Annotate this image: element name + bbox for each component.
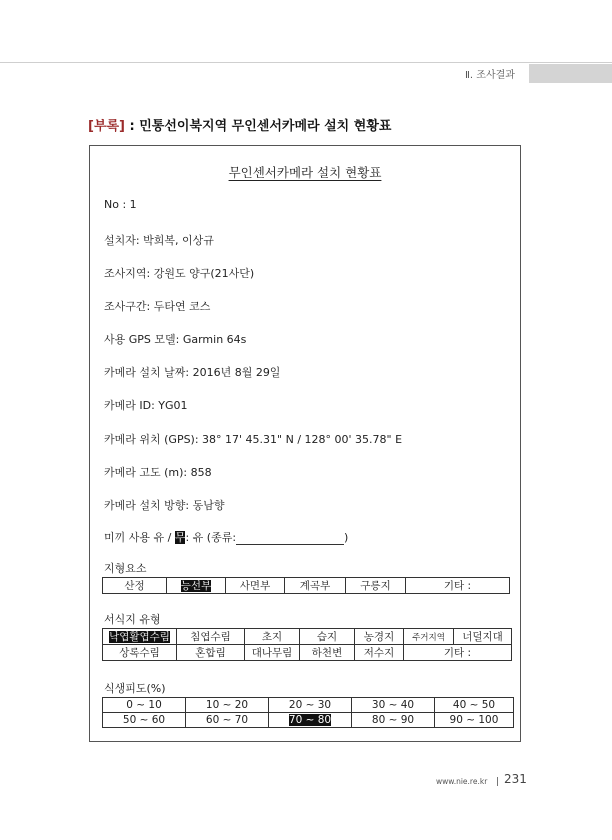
page-number: 231 — [504, 772, 527, 786]
cover-cell: 10 ~ 20 — [186, 698, 269, 713]
field-gps-model: 사용 GPS 모델: Garmin 64s — [104, 333, 247, 346]
cover-cell — [269, 713, 352, 728]
habitat-cell: 초지 — [245, 629, 300, 645]
cover-cell: 20 ~ 30 — [269, 698, 352, 713]
lure-blank-line — [236, 533, 344, 545]
cover-cell: 0 ~ 10 — [103, 698, 186, 713]
appendix-bracket: [부록] — [88, 119, 125, 134]
habitat-cell: 습지 — [300, 629, 355, 645]
habitat-cell: 기타 : — [404, 645, 512, 661]
header-rule — [0, 62, 612, 63]
terrain-cell: 계곡부 — [285, 578, 346, 594]
habitat-cell: 대나무림 — [245, 645, 300, 661]
cover-cell: 40 ~ 50 — [435, 698, 514, 713]
section-header: Ⅱ. 조사결과 — [465, 70, 515, 81]
footer-separator — [497, 777, 498, 786]
cover-label: 식생피도(%) — [104, 682, 166, 695]
habitat-cell: 혼합림 — [177, 645, 245, 661]
lure-selected: 무 — [174, 531, 186, 544]
habitat-cell: 하천변 — [300, 645, 355, 661]
habitat-cell: 침엽수림 — [177, 629, 245, 645]
cover-cell: 90 ~ 100 — [435, 713, 514, 728]
field-lure: 미끼 사용 유 / 무: 유 (종류: ) — [104, 531, 349, 544]
habitat-cell: 상록수림 — [103, 645, 177, 661]
habitat-cell: 저수지 — [355, 645, 404, 661]
terrain-cell — [167, 578, 226, 594]
habitat-label: 서식지 유형 — [104, 613, 161, 626]
cover-table — [102, 697, 514, 728]
terrain-table — [102, 577, 510, 594]
cover-cell: 60 ~ 70 — [186, 713, 269, 728]
field-section: 조사구간: 두타연 코스 — [104, 300, 211, 313]
field-install-date: 카메라 설치 날짜: 2016년 8월 29일 — [104, 366, 281, 379]
terrain-label: 지형요소 — [104, 562, 147, 575]
field-region: 조사지역: 강원도 양구(21사단) — [104, 267, 255, 280]
field-altitude: 카메라 고도 (m): 858 — [104, 466, 212, 479]
field-camera-id: 카메라 ID: YG01 — [104, 399, 188, 412]
habitat-cell — [103, 629, 177, 645]
header-tab — [529, 64, 612, 83]
terrain-cell: 사면부 — [226, 578, 285, 594]
habitat-cell: 주거지역 — [404, 629, 454, 645]
terrain-selected: 능선부 — [180, 580, 212, 592]
appendix-title-text: : 민통선이북지역 무인센서카메라 설치 현황표 — [125, 119, 392, 134]
appendix-title — [88, 115, 391, 134]
cover-selected: 70 ~ 80 — [288, 714, 332, 726]
form-box — [89, 145, 521, 742]
field-installer: 설치자: 박희복, 이상규 — [104, 234, 214, 247]
terrain-cell: 산정 — [103, 578, 167, 594]
habitat-cell: 너덜지대 — [454, 629, 512, 645]
cover-cell: 80 ~ 90 — [352, 713, 435, 728]
field-direction: 카메라 설치 방향: 동남향 — [104, 499, 225, 512]
footer-url: www.nie.re.kr — [436, 777, 488, 786]
cover-cell: 50 ~ 60 — [103, 713, 186, 728]
field-no: No : 1 — [104, 198, 137, 211]
cover-cell: 30 ~ 40 — [352, 698, 435, 713]
form-title: 무인센서카메라 설치 현황표 — [228, 165, 382, 180]
terrain-cell: 구릉지 — [346, 578, 406, 594]
field-camera-position: 카메라 위치 (GPS): 38° 17' 45.31" N / 128° 00' 35.78" E — [104, 433, 403, 446]
terrain-cell: 기타 : — [406, 578, 510, 594]
habitat-table — [102, 628, 512, 661]
habitat-selected: 낙엽활엽수림 — [109, 631, 170, 643]
habitat-cell: 농경지 — [355, 629, 404, 645]
